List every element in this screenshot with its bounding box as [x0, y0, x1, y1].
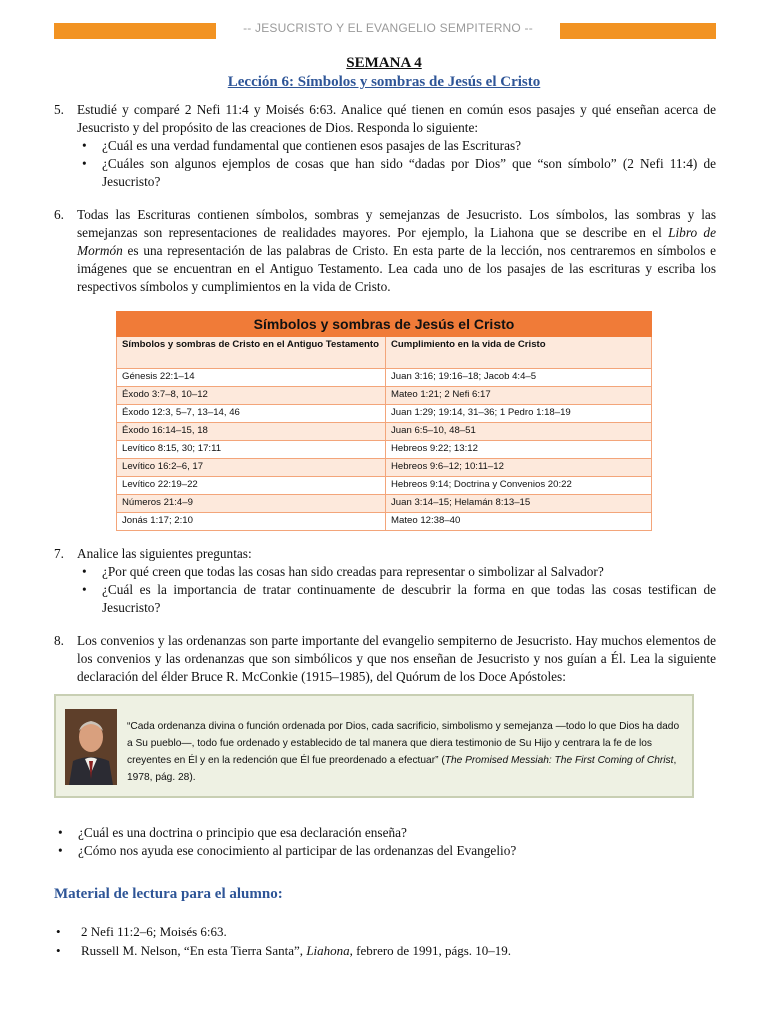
question-text: Los convenios y las ordenanzas son parte importante del evangelio sempiterno de Jesucristo. Hay muchos elementos de los convenios y las ordenanzas que son simbólicos y que nos enseñan de Jesucristo y nos guían a Él. Lea la siguiente declaración del élder Bruce R. McConkie (1915–1985), del Quórum de los Doce Apóstoles:: [77, 633, 716, 684]
table-row: Éxodo 3:7–8, 10–12 Mateo 1:21; 2 Nefi 6:17: [117, 387, 652, 405]
running-header: -- JESUCRISTO Y EL EVANGELIO SEMPITERNO --: [243, 21, 533, 35]
table-row: Levítico 16:2–6, 17 Hebreos 9:6–12; 10:11–12: [117, 459, 652, 477]
reflection-questions: [54, 824, 716, 860]
table-row: Jonás 1:17; 2:10 Mateo 12:38–40: [117, 513, 652, 531]
question-number: 8.: [54, 633, 64, 648]
table-title: Símbolos y sombras de Jesús el Cristo: [117, 312, 652, 337]
quote-text: “Cada ordenanza divina o función ordenada por Dios, cada sacrificio, simbolismo y semejanza —todo lo que Dios ha dado a Su pueblo—, todo fue ordenado y establecido de tal manera que diera testimonio de Su Hijo y centrara la fe de los creyentes en Él y en la redención que Él fue preordenado a efectuar” (The Promised Messiah: The First Coming of Christ, 1978, pág. 28).: [127, 721, 680, 783]
question-text: Estudié y comparé 2 Nefi 11:4 y Moisés 6:63. Analice qué tienen en común esos pasajes y qué enseñan acerca de Jesucristo y del propósito de las creaciones de Dios. Responda lo siguiente:: [77, 102, 716, 135]
list-item: • ¿Cuál es una doctrina o principio que esa declaración enseña?: [58, 825, 407, 840]
list-item: • ¿Cuál es la importancia de tratar continuamente de descubrir la forma en que todas las cosas testifican de Jesucristo?: [82, 582, 716, 615]
column-header: Símbolos y sombras de Cristo en el Antiguo Testamento: [117, 337, 386, 369]
question-5: [54, 101, 716, 191]
column-header: Cumplimiento en la vida de Cristo: [386, 337, 652, 369]
reading-heading: Material de lectura para el alumno:: [54, 886, 283, 902]
table-row: Éxodo 16:14–15, 18 Juan 6:5–10, 48–51: [117, 423, 652, 441]
table-header-row: [117, 337, 652, 369]
question-8: [54, 632, 716, 686]
list-item: • ¿Cuáles son algunos ejemplos de cosas que han sido “dadas por Dios” que “son símbolo” (2 Nefi 11:4) de Jesucristo?: [82, 156, 716, 189]
list-item: • ¿Por qué creen que todas las cosas han sido creadas para representar o simbolizar al Salvador?: [82, 564, 604, 579]
table-row: Éxodo 12:3, 5–7, 13–14, 46 Juan 1:29; 19:14, 31–36; 1 Pedro 1:18–19: [117, 405, 652, 423]
table-row: Números 21:4–9 Juan 3:14–15; Helamán 8:13–15: [117, 495, 652, 513]
reading-item: • Russell M. Nelson, “En esta Tierra Santa”, Liahona, febrero de 1991, págs. 10–19.: [56, 943, 512, 958]
question-text: Todas las Escrituras contienen símbolos, sombras y semejanzas de Jesucristo. Los símbolos, las sombras y las semejanzas son representaciones de realidades mayores. Por ejemplo, la Liahona que se describe en el Libro de Mormón es una representación de las palabras de Cristo. En esta parte de la lección, nos centraremos en símbolos e imágenes que se encuentran en el Antiguo Testamento. Lea cada uno de los pasajes de las escrituras y escriba los respectivos símbolos y cumplimientos en la vida de Cristo.: [77, 207, 716, 294]
speaker-portrait: [65, 709, 117, 785]
table-row: Génesis 22:1–14 Juan 3:16; 19:16–18; Jacob 4:4–5: [117, 369, 652, 387]
question-6: [54, 206, 716, 296]
question-7: [54, 545, 716, 617]
list-item: • ¿Cuál es una verdad fundamental que contienen esos pasajes de las Escrituras?: [82, 138, 522, 153]
table-row: Levítico 22:19–22 Hebreos 9:14; Doctrina y Convenios 20:22: [117, 477, 652, 495]
header-bar-left: [54, 23, 216, 39]
quote-box: [54, 694, 694, 798]
question-number: 7.: [54, 546, 64, 561]
lesson-title: Lección 6: Símbolos y sombras de Jesús el Cristo: [227, 74, 541, 90]
table-row: Levítico 8:15, 30; 17:11 Hebreos 9:22; 13:12: [117, 441, 652, 459]
list-item: • ¿Cómo nos ayuda ese conocimiento al participar de las ordenanzas del Evangelio?: [58, 843, 517, 858]
question-number: 6.: [54, 207, 64, 222]
page-title: SEMANA 4: [346, 55, 422, 71]
symbols-table: [116, 311, 652, 531]
reading-item: • 2 Nefi 11:2–6; Moisés 6:63.: [56, 924, 227, 939]
question-text: Analice las siguientes preguntas:: [77, 546, 252, 561]
header-bar-right: [560, 23, 716, 39]
question-number: 5.: [54, 102, 64, 117]
